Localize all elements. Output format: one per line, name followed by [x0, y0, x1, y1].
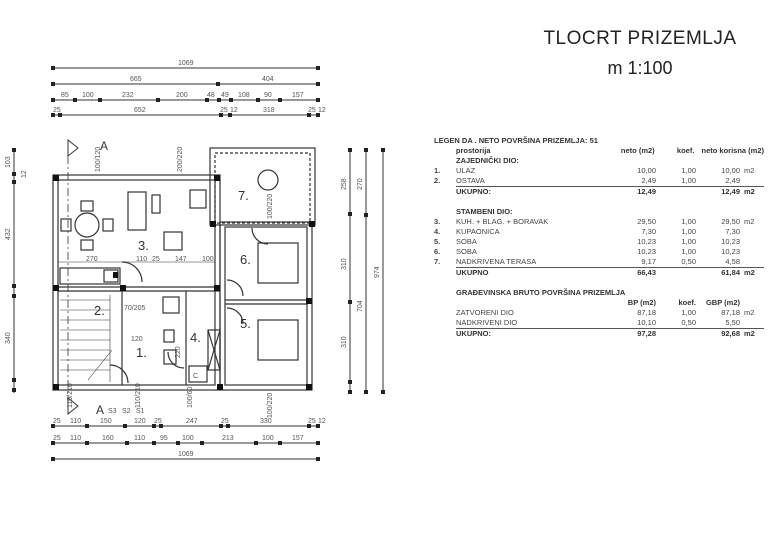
svg-text:200/220: 200/220	[177, 146, 184, 172]
svg-text:25: 25	[152, 256, 160, 263]
legend-row: 5. SOBA 10,23 1,00 10,23	[434, 237, 740, 246]
svg-text:C: C	[193, 373, 199, 380]
bruto-heading: GRAĐEVINSKA BRUTO POVRŠINA PRIZEMLJA	[456, 288, 626, 297]
bruto-total: UKUPNO: 97,28 92,68 m2	[456, 329, 755, 338]
svg-text:S3: S3	[108, 408, 117, 415]
svg-text:48: 48	[207, 92, 215, 99]
svg-text:704: 704	[357, 300, 364, 312]
svg-text:1069: 1069	[178, 451, 194, 458]
room-1: 1.	[136, 345, 147, 360]
svg-text:110/210: 110/210	[135, 383, 142, 408]
bruto-row: ZATVORENI DIO 87,18 1,00 87,18 m2	[456, 308, 755, 317]
drawing-scale: m 1:100	[607, 58, 673, 78]
svg-text:100/220: 100/220	[267, 193, 274, 219]
svg-text:100: 100	[262, 435, 274, 442]
legend-row: 1. ULAZ 10,00 1,00 10,00 m2	[434, 166, 755, 175]
svg-text:310: 310	[341, 258, 348, 270]
legend-row: 2. OSTAVA 2,49 1,00 2,49	[434, 176, 740, 185]
svg-text:147: 147	[175, 256, 187, 263]
svg-text:270: 270	[357, 178, 364, 190]
svg-text:12: 12	[230, 107, 238, 114]
svg-text:100/60: 100/60	[187, 386, 194, 408]
drawing-title: TLOCRT PRIZEMLJA	[543, 28, 737, 49]
svg-text:404: 404	[262, 76, 274, 83]
svg-text:652: 652	[134, 107, 146, 114]
svg-text:25: 25	[53, 107, 61, 114]
svg-text:160: 160	[102, 435, 114, 442]
svg-text:12: 12	[318, 107, 326, 114]
svg-text:25: 25	[220, 107, 228, 114]
svg-text:110/210: 110/210	[67, 383, 74, 408]
svg-text:258: 258	[341, 178, 348, 190]
svg-text:110: 110	[136, 256, 148, 263]
room-2: 2.	[94, 303, 105, 318]
svg-text:108: 108	[238, 92, 250, 99]
svg-text:25: 25	[154, 418, 162, 425]
legend-total: UKUPNO 66,43 61,84 m2	[456, 268, 755, 277]
room-7: 7.	[238, 188, 249, 203]
svg-text:110: 110	[134, 435, 146, 442]
svg-text:120: 120	[131, 336, 143, 343]
svg-text:270: 270	[86, 256, 98, 263]
svg-text:120: 120	[134, 418, 146, 425]
svg-text:25: 25	[221, 418, 229, 425]
svg-text:100: 100	[202, 256, 214, 263]
room-5: 5.	[240, 316, 251, 331]
area-legend: LEGEN DA . NETO POVRŠINA PRIZEMLJA: 51 prostorija neto (m2) koef. neto korisna (m2) ZAJEDNIČKI DIO: 1. ULAZ 10,00 1,00 10,00 m2 2. OSTAVA 2,49 1,00 2,49 UKUPNO: 12,49 12,49 m2 STAMBENI DIO: 3. KUH. + BLAG. + BORAVAK 29,50 1,00 29,50 m2 4. KUPAONICA 7,30 1,00 7,30 5. SOBA 10,23 1,00 10,23 6. SOBA 10,23 1,00 10,23 7. NADKRIVENA TERASA 9,17 0,50 4,58 UKUPNO 66,43 61,84 m2 GRAĐEVINSKA BRUTO POVRŠINA PRIZEMLJA BP (m2) koef. GBP (m2) ZATVORENI DIO 87,18 1,00 87,18 m2 NADKRIVENI DIO 10,10 0,50 5,50 UKUPNO: 97,28 92,68 m2	[434, 136, 765, 338]
legend-total: UKUPNO: 12,49 12,49 m2	[456, 187, 755, 196]
svg-text:110: 110	[70, 418, 82, 425]
svg-text:150: 150	[100, 418, 112, 425]
svg-text:330: 330	[260, 418, 272, 425]
legend-row: 7. NADKRIVENA TERASA 9,17 0,50 4,58	[434, 257, 740, 266]
legend-title: LEGEN DA . NETO POVRŠINA PRIZEMLJA: 51	[434, 136, 598, 145]
svg-text:25: 25	[308, 107, 316, 114]
svg-text:213: 213	[222, 435, 234, 442]
svg-text:157: 157	[292, 92, 304, 99]
svg-text:S1: S1	[136, 408, 145, 415]
legend-row: 3. KUH. + BLAG. + BORAVAK 29,50 1,00 29,50 m2	[434, 217, 755, 226]
svg-text:232: 232	[122, 92, 134, 99]
svg-text:974: 974	[374, 266, 381, 278]
svg-text:200: 200	[176, 92, 188, 99]
section-heading: ZAJEDNIČKI DIO:	[456, 156, 519, 165]
room-6: 6.	[240, 252, 251, 267]
svg-text:12: 12	[318, 418, 326, 425]
section-heading: STAMBENI DIO:	[456, 207, 513, 216]
svg-text:100: 100	[182, 435, 194, 442]
svg-text:95: 95	[160, 435, 168, 442]
legend-row: 4. KUPAONICA 7,30 1,00 7,30	[434, 227, 740, 236]
svg-text:70/205: 70/205	[124, 305, 146, 312]
room-3: 3.	[138, 238, 149, 253]
svg-text:310: 310	[341, 336, 348, 348]
room-4: 4.	[190, 330, 201, 345]
svg-text:25: 25	[53, 435, 61, 442]
legend-row: 6. SOBA 10,23 1,00 10,23	[434, 247, 740, 256]
svg-text:340: 340	[5, 332, 12, 344]
section-marker-top: A	[100, 139, 109, 153]
svg-text:220: 220	[175, 346, 182, 358]
svg-text:157: 157	[292, 435, 304, 442]
svg-text:12: 12	[21, 170, 28, 178]
svg-text:110: 110	[70, 435, 82, 442]
svg-text:100: 100	[82, 92, 94, 99]
svg-text:1069: 1069	[178, 60, 194, 67]
section-marker-bottom: A	[96, 403, 105, 417]
svg-text:100/120: 100/120	[95, 146, 102, 172]
svg-text:103: 103	[5, 156, 12, 168]
svg-text:318: 318	[263, 107, 275, 114]
svg-text:25: 25	[308, 418, 316, 425]
svg-text:85: 85	[61, 92, 69, 99]
svg-text:247: 247	[186, 418, 198, 425]
bruto-row: NADKRIVENI DIO 10,10 0,50 5,50	[456, 318, 740, 327]
svg-text:100/220: 100/220	[267, 392, 274, 418]
svg-text:49: 49	[221, 92, 229, 99]
svg-text:S2: S2	[122, 408, 131, 415]
svg-text:25: 25	[53, 418, 61, 425]
svg-text:665: 665	[130, 76, 142, 83]
svg-text:90: 90	[264, 92, 272, 99]
svg-text:432: 432	[5, 228, 12, 240]
